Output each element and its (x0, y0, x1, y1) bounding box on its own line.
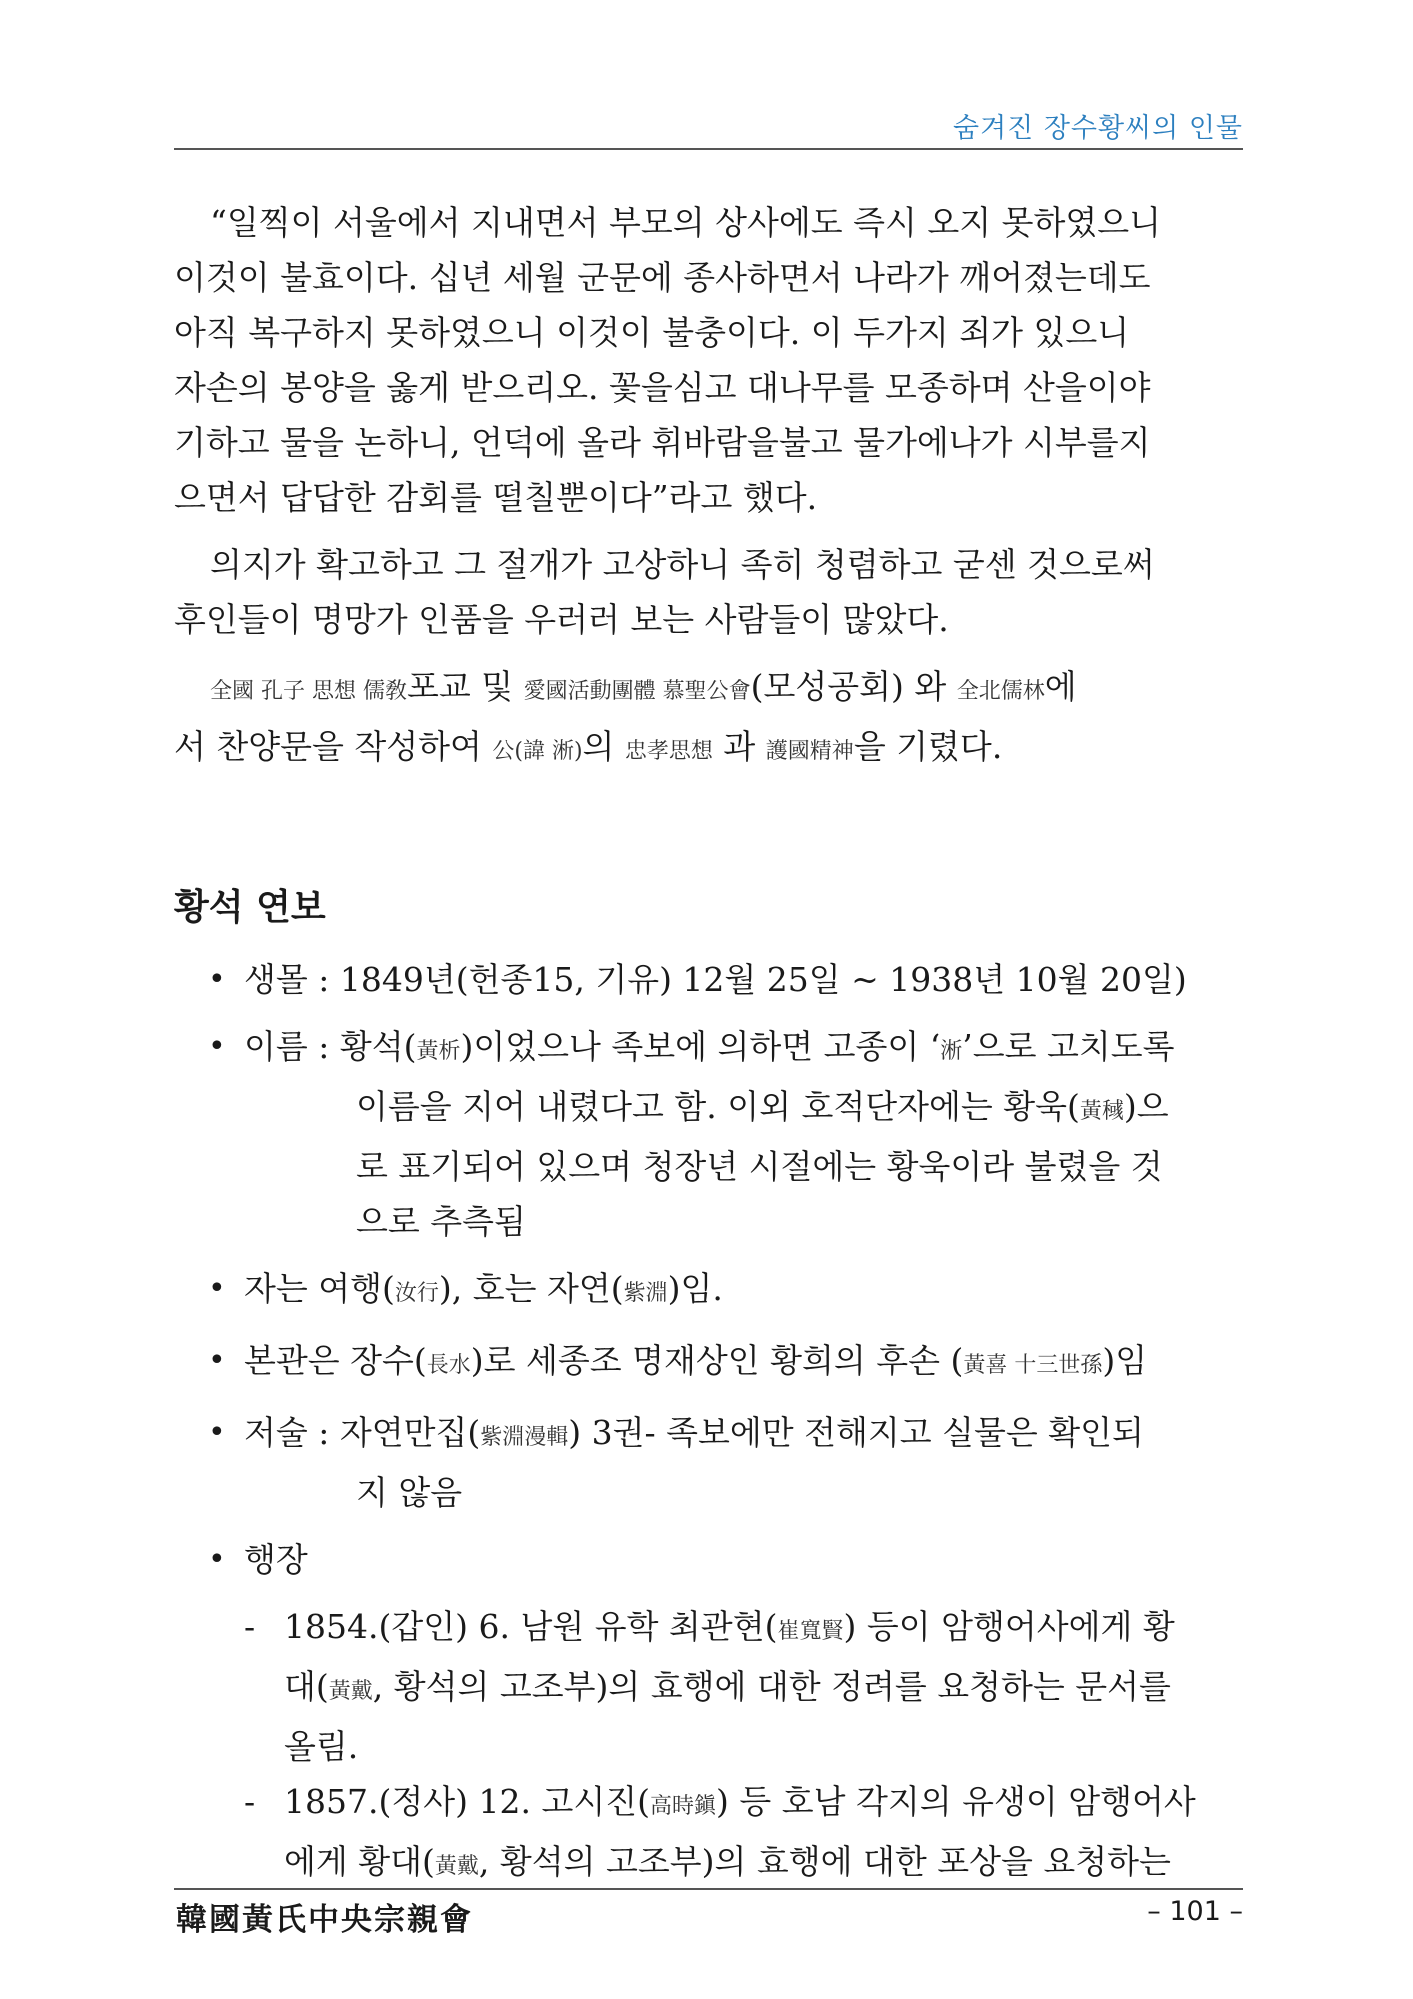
hanja-text: 淅 (940, 1039, 963, 1064)
text-line: 자손의 봉양을 옳게 받으리오. 꽃을심고 대나무를 모종하며 산을이야 (174, 368, 1151, 407)
hanja-text: 高時鎭 (649, 1794, 716, 1819)
hanja-text: 公(諱 淅) (492, 739, 583, 764)
text-span: 과 (712, 727, 766, 766)
sub-list (174, 1599, 1243, 1894)
bullet-icon: • (208, 1542, 226, 1577)
list-item (174, 1261, 1243, 1321)
hanja-text: 黃稶 (1079, 1099, 1124, 1124)
hanja-text: 紫淵 (623, 1281, 668, 1306)
list-item (174, 952, 1243, 1007)
text-line: 지 않음 (356, 1473, 463, 1512)
dash-marker: - (244, 1607, 256, 1646)
hanja-text: 全國 孔子 思想 儒敎 (210, 679, 407, 704)
page-header-title: 숨겨진 장수황씨의 인물 (953, 113, 1243, 144)
paragraph-praise (174, 659, 1243, 779)
text-line: 으로 추측됨 (356, 1202, 526, 1241)
sub-list-item (174, 1774, 1243, 1894)
text-span: 에게 황대( (284, 1842, 435, 1881)
text-span: , 황석의 고조부)의 효행에 대한 포상을 요청하는 (478, 1842, 1171, 1881)
section-title: 황석 연보 (174, 887, 326, 928)
dash-marker: - (244, 1782, 256, 1821)
text-span: ) 등이 암행어사에게 황 (843, 1607, 1175, 1646)
bullet-icon: • (208, 1271, 226, 1306)
list-item (174, 1405, 1243, 1520)
text-span: ) 3권- 족보에만 전해지고 실물은 확인되 (568, 1413, 1144, 1452)
sub-list-item (174, 1599, 1243, 1774)
hanja-text: 忠孝思想 (624, 739, 713, 764)
text-span: 생몰 : 1849년(헌종15, 기유) 12월 25일 ~ 1938년 10월 20일) (244, 960, 1187, 999)
text-span: 이름을 지어 내렸다고 함. 이외 호적단자에는 황욱( (356, 1087, 1080, 1126)
text-line: 기하고 물을 논하니, 언덕에 올라 휘바람을불고 물가에나가 시부를지 (174, 423, 1151, 462)
text-span: )임 (1102, 1341, 1148, 1380)
bullet-icon: • (208, 1029, 226, 1064)
text-line: “일찍이 서울에서 지내면서 부모의 상사에도 즉시 오지 못하였으니 (210, 203, 1162, 242)
text-span: )이었으나 족보에 의하면 고종이 ‘ (460, 1027, 941, 1066)
text-line: 의지가 확고하고 그 절개가 고상하니 족히 청렴하고 굳센 것으로써 (210, 545, 1155, 584)
text-span: )로 세종조 명재상인 황희의 후손 ( (470, 1341, 964, 1380)
hanja-text: 愛國活動團體 慕聖公會 (523, 679, 751, 704)
hanja-text: 全北儒林 (956, 679, 1045, 704)
list-item (174, 1333, 1243, 1393)
footer-divider (174, 1888, 1243, 1890)
text-span: 포교 및 (406, 667, 524, 706)
text-span: 에 (1044, 667, 1077, 706)
footer-organization: 韓國黃氏中央宗親會 (176, 1902, 473, 1938)
text-line: 아직 복구하지 못하였으니 이것이 불충이다. 이 두가지 죄가 있으니 (174, 313, 1130, 352)
text-span: 이름 : 황석( (244, 1027, 417, 1066)
hanja-text: 長水 (426, 1353, 471, 1378)
text-line: 로 표기되어 있으며 청장년 시절에는 황욱이라 불렸을 것 (356, 1147, 1163, 1186)
hanja-text: 黃析 (416, 1039, 461, 1064)
text-span: (모성공회) 와 (750, 667, 957, 706)
bullet-icon: • (208, 1415, 226, 1450)
hanja-text: 汝行 (394, 1281, 439, 1306)
text-span: 1854.(갑인) 6. 남원 유학 최관현( (284, 1607, 778, 1646)
hanja-text: 紫淵漫輯 (480, 1425, 569, 1450)
text-span: , 황석의 고조부)의 효행에 대한 정려를 요청하는 문서를 (372, 1667, 1171, 1706)
page-content (174, 195, 1243, 1894)
bullet-icon: • (208, 1343, 226, 1378)
text-span: 올림. (284, 1727, 359, 1766)
text-span: )으 (1123, 1087, 1169, 1126)
text-span: ), 호는 자연( (438, 1269, 624, 1308)
text-span: ’으로 고치도록 (962, 1027, 1175, 1066)
hanja-text: 崔寬賢 (777, 1619, 844, 1644)
text-span: 의 (582, 727, 625, 766)
hanja-text: 黃戴 (434, 1854, 479, 1879)
text-span: 저술 : 자연만집( (244, 1413, 481, 1452)
text-span: )임. (667, 1269, 723, 1308)
text-span: 서 찬양문을 작성하여 (174, 727, 493, 766)
text-span: 행장 (244, 1540, 308, 1579)
paragraph-quote (174, 195, 1243, 525)
text-span: 을 기렸다. (853, 727, 1003, 766)
text-span: ) 등 호남 각지의 유생이 암행어사 (715, 1782, 1196, 1821)
text-span: 자는 여행( (244, 1269, 395, 1308)
page-number: – 101 – (1147, 1896, 1243, 1927)
text-span: 대( (284, 1667, 329, 1706)
header-divider (174, 148, 1243, 150)
hanja-text: 護國精神 (765, 739, 854, 764)
list-item (174, 1532, 1243, 1587)
text-line: 이것이 불효이다. 십년 세월 군문에 종사하면서 나라가 깨어졌는데도 (174, 258, 1151, 297)
text-span: 1857.(정사) 12. 고시진( (284, 1782, 650, 1821)
bullet-icon: • (208, 962, 226, 997)
text-line (244, 1079, 1243, 1139)
text-line: 후인들이 명망가 인품을 우러러 보는 사람들이 많았다. (174, 600, 949, 639)
text-line: 으면서 답답한 감회를 떨칠뿐이다”라고 했다. (174, 478, 818, 517)
paragraph-character (174, 537, 1243, 647)
text-span: 본관은 장수( (244, 1341, 427, 1380)
hanja-text: 黃戴 (328, 1679, 373, 1704)
chronology-list (174, 952, 1243, 1587)
hanja-text: 黃喜 十三世孫 (963, 1353, 1103, 1378)
list-item (174, 1019, 1243, 1249)
